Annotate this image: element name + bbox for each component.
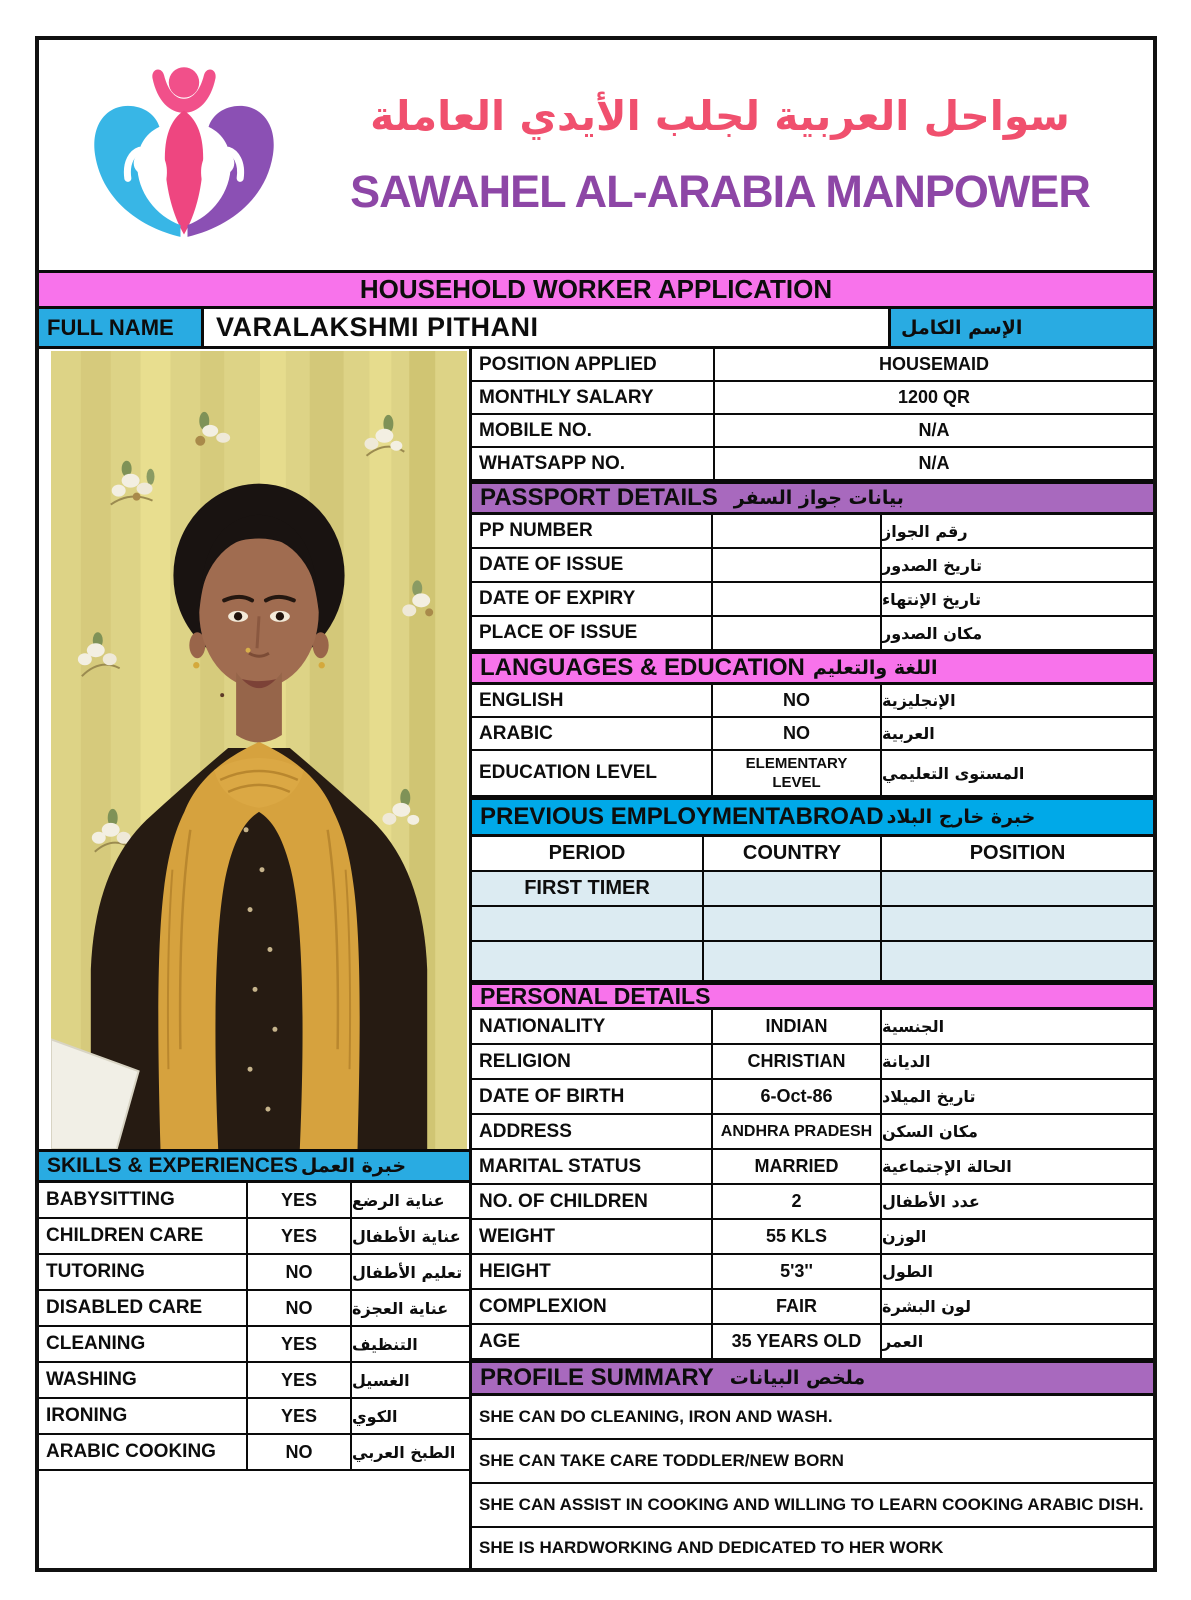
previous-employment-title-arabic: خبرة خارج البلاد [886,806,1036,828]
skill-value: YES [248,1399,352,1433]
height-row [472,1255,1153,1290]
full-name-value: VARALAKSHMI PITHANI [204,309,891,346]
field-label: DATE OF BIRTH [472,1080,713,1113]
place-of-issue-row [472,617,1153,651]
summary-line: SHE IS HARDWORKING AND DEDICATED TO HER WORK [479,1538,944,1557]
field-label: NATIONALITY [472,1010,713,1043]
summary-line: SHE CAN DO CLEANING, IRON AND WASH. [472,1396,1153,1440]
skill-row-arabic-cooking [39,1435,469,1471]
employment-period: FIRST TIMER [472,872,704,905]
skill-label-arabic: عناية الأطفال [352,1226,461,1246]
passport-title: PASSPORT DETAILS [480,484,718,511]
field-label-arabic: تاريخ الميلاد [882,1087,976,1106]
religion-row [472,1045,1153,1080]
complexion-row [472,1290,1153,1325]
field-value: NO [713,685,882,716]
field-value: HOUSEMAID [878,354,989,374]
skill-label-arabic: الكوي [352,1406,398,1426]
profile-summary-banner [472,1360,1153,1396]
employment-position [882,907,1153,940]
skill-row-washing [39,1363,469,1399]
nationality-row [472,1010,1153,1045]
field-label-arabic: لون البشرة [882,1297,971,1316]
field-value: INDIAN [713,1010,882,1043]
address-row [472,1115,1153,1150]
field-label-arabic: الجنسية [882,1017,945,1036]
application-form-page [35,36,1157,1572]
whatsapp-no-row [472,448,1153,481]
company-logo-icon [39,48,301,262]
field-label: ENGLISH [472,685,713,716]
field-label: WEIGHT [472,1220,713,1253]
skill-row-cleaning [39,1327,469,1363]
field-label: POSITION APPLIED [472,349,715,380]
field-label-arabic: رقم الجواز [882,521,968,541]
skill-label: TUTORING [39,1255,248,1289]
employment-period [472,907,704,940]
field-label-arabic: العربية [882,724,935,743]
left-column [39,349,472,1568]
field-value [713,583,882,615]
field-label: DATE OF ISSUE [472,549,713,581]
summary-line: SHE CAN ASSIST IN COOKING AND WILLING TO LEARN COOKING ARABIC DISH. [472,1484,1153,1528]
column-header-country: COUNTRY [704,837,882,870]
summary-line: SHE CAN TAKE CARE TODDLER/NEW BORN [472,1440,1153,1484]
field-label: WHATSAPP NO. [472,448,715,479]
field-label: DATE OF EXPIRY [472,583,713,615]
full-name-label-arabic: الإسم الكامل [891,309,1153,346]
field-value: N/A [918,453,950,473]
skill-label: IRONING [39,1399,248,1433]
date-of-birth-row [472,1080,1153,1115]
company-name-arabic: سواحل العربية لجلب الأيدي العاملة [370,92,1070,140]
passport-title-arabic: بيانات جواز السفر [733,487,904,509]
form-body [39,349,1153,1568]
marital-status-row [472,1150,1153,1185]
skill-label-arabic: الغسيل [352,1370,410,1390]
skill-value: YES [248,1219,352,1253]
age-row [472,1325,1153,1360]
field-value: 35 YEARS OLD [713,1325,882,1358]
field-label-arabic: الوزن [882,1227,927,1246]
passport-section-banner [472,481,1153,515]
field-label-arabic: المستوى التعليمي [882,763,1025,783]
skill-label: WASHING [39,1363,248,1397]
weight-row [472,1220,1153,1255]
employment-position [882,942,1153,980]
skills-title-arabic: خبرة العمل [300,1155,407,1177]
field-value: CHRISTIAN [713,1045,882,1078]
skills-section-banner [39,1149,469,1183]
field-label-arabic: تاريخ الصدور [882,555,982,575]
field-value: ELEMENTARY LEVEL [713,751,882,795]
position-applied-row [472,349,1153,382]
employment-country [704,907,882,940]
arabic-row [472,718,1153,751]
date-of-issue-row [472,549,1153,583]
skill-label: CLEANING [39,1327,248,1361]
field-label: PLACE OF ISSUE [472,617,713,649]
field-label: ARABIC [472,718,713,749]
employment-row-3 [472,942,1153,982]
form-title-banner: HOUSEHOLD WORKER APPLICATION [39,270,1153,309]
previous-employment-banner [472,797,1153,837]
field-label: ADDRESS [472,1115,713,1148]
field-value [713,617,882,649]
employment-country [704,872,882,905]
employment-period [472,942,704,980]
skill-label-arabic: عناية العجزة [352,1298,449,1318]
personal-details-banner [472,982,1153,1010]
full-name-row [39,309,1153,349]
field-label: MARITAL STATUS [472,1150,713,1183]
skill-value: YES [248,1363,352,1397]
skill-label: DISABLED CARE [39,1291,248,1325]
skill-value: NO [248,1435,352,1469]
field-value [713,549,882,581]
field-label-arabic: الديانة [882,1052,931,1071]
skill-label-arabic: الطبخ العربي [352,1442,456,1462]
field-value: 6-Oct-86 [713,1080,882,1113]
field-value: MARRIED [713,1150,882,1183]
company-name-english: SAWAHEL AL-ARABIA MANPOWER [350,166,1090,217]
employment-country [704,942,882,980]
company-header [39,40,1153,270]
field-value: FAIR [713,1290,882,1323]
applicant-photo [39,349,469,1149]
field-label-arabic: تاريخ الإنتهاء [882,589,982,609]
field-label-arabic: عدد الأطفال [882,1192,980,1211]
skill-value: YES [248,1183,352,1217]
field-label: COMPLEXION [472,1290,713,1323]
skills-title: SKILLS & EXPERIENCES [47,1154,298,1177]
languages-title-arabic: اللغة والتعليم [812,657,938,679]
no-of-children-row [472,1185,1153,1220]
field-label-arabic: مكان السكن [882,1122,978,1141]
skill-value: NO [248,1291,352,1325]
skill-label-arabic: التنظيف [352,1334,418,1354]
field-value: 5'3'' [713,1255,882,1288]
skill-row-babysitting [39,1183,469,1219]
skill-label: ARABIC COOKING [39,1435,248,1469]
monthly-salary-row [472,382,1153,415]
employment-row-2 [472,907,1153,942]
field-value: 2 [713,1185,882,1218]
field-label: MOBILE NO. [472,415,715,446]
profile-summary-title-arabic: ملخص البيانات [729,1367,866,1389]
skill-row-disabled-care [39,1291,469,1327]
field-value: 55 KLS [713,1220,882,1253]
field-label-arabic: الطول [882,1262,933,1281]
english-row [472,685,1153,718]
skill-row-children-care [39,1219,469,1255]
languages-section-banner [472,651,1153,685]
languages-title: LANGUAGES & EDUCATION [480,654,805,681]
right-column [472,349,1153,1568]
skill-label-arabic: عناية الرضع [352,1190,445,1210]
previous-employment-title: PREVIOUS EMPLOYMENTABROAD [480,803,884,830]
field-value: NO [713,718,882,749]
employment-table-header [472,837,1153,872]
pp-number-row [472,515,1153,549]
skill-row-tutoring [39,1255,469,1291]
field-label: EDUCATION LEVEL [472,751,713,795]
date-of-expiry-row [472,583,1153,617]
employment-position [882,872,1153,905]
skill-value: YES [248,1327,352,1361]
field-label-arabic: الحالة الإجتماعية [882,1157,1012,1176]
skills-empty-cell [39,1471,469,1568]
full-name-label: FULL NAME [39,309,204,346]
skill-label-arabic: تعليم الأطفال [352,1262,463,1282]
field-value: ANDHRA PRADESH [713,1115,882,1148]
field-label: RELIGION [472,1045,713,1078]
employment-row-1 [472,872,1153,907]
field-value [713,515,882,547]
field-value: 1200 QR [897,387,971,407]
skill-label: BABYSITTING [39,1183,248,1217]
field-label: AGE [472,1325,713,1358]
skill-row-ironing [39,1399,469,1435]
field-label: PP NUMBER [472,515,713,547]
education-level-row [472,751,1153,797]
profile-summary-title: PROFILE SUMMARY [480,1364,714,1391]
column-header-period: PERIOD [472,837,704,870]
field-label: MONTHLY SALARY [472,382,715,413]
field-label: NO. OF CHILDREN [472,1185,713,1218]
skill-label: CHILDREN CARE [39,1219,248,1253]
field-label-arabic: مكان الصدور [882,623,983,643]
skill-value: NO [248,1255,352,1289]
personal-details-title: PERSONAL DETAILS [480,982,711,1009]
company-titles [301,92,1153,218]
field-label-arabic: الإنجليزية [882,691,956,710]
field-label-arabic: العمر [882,1332,924,1351]
field-value: N/A [918,420,950,440]
column-header-position: POSITION [969,842,1066,864]
mobile-no-row [472,415,1153,448]
field-label: HEIGHT [472,1255,713,1288]
